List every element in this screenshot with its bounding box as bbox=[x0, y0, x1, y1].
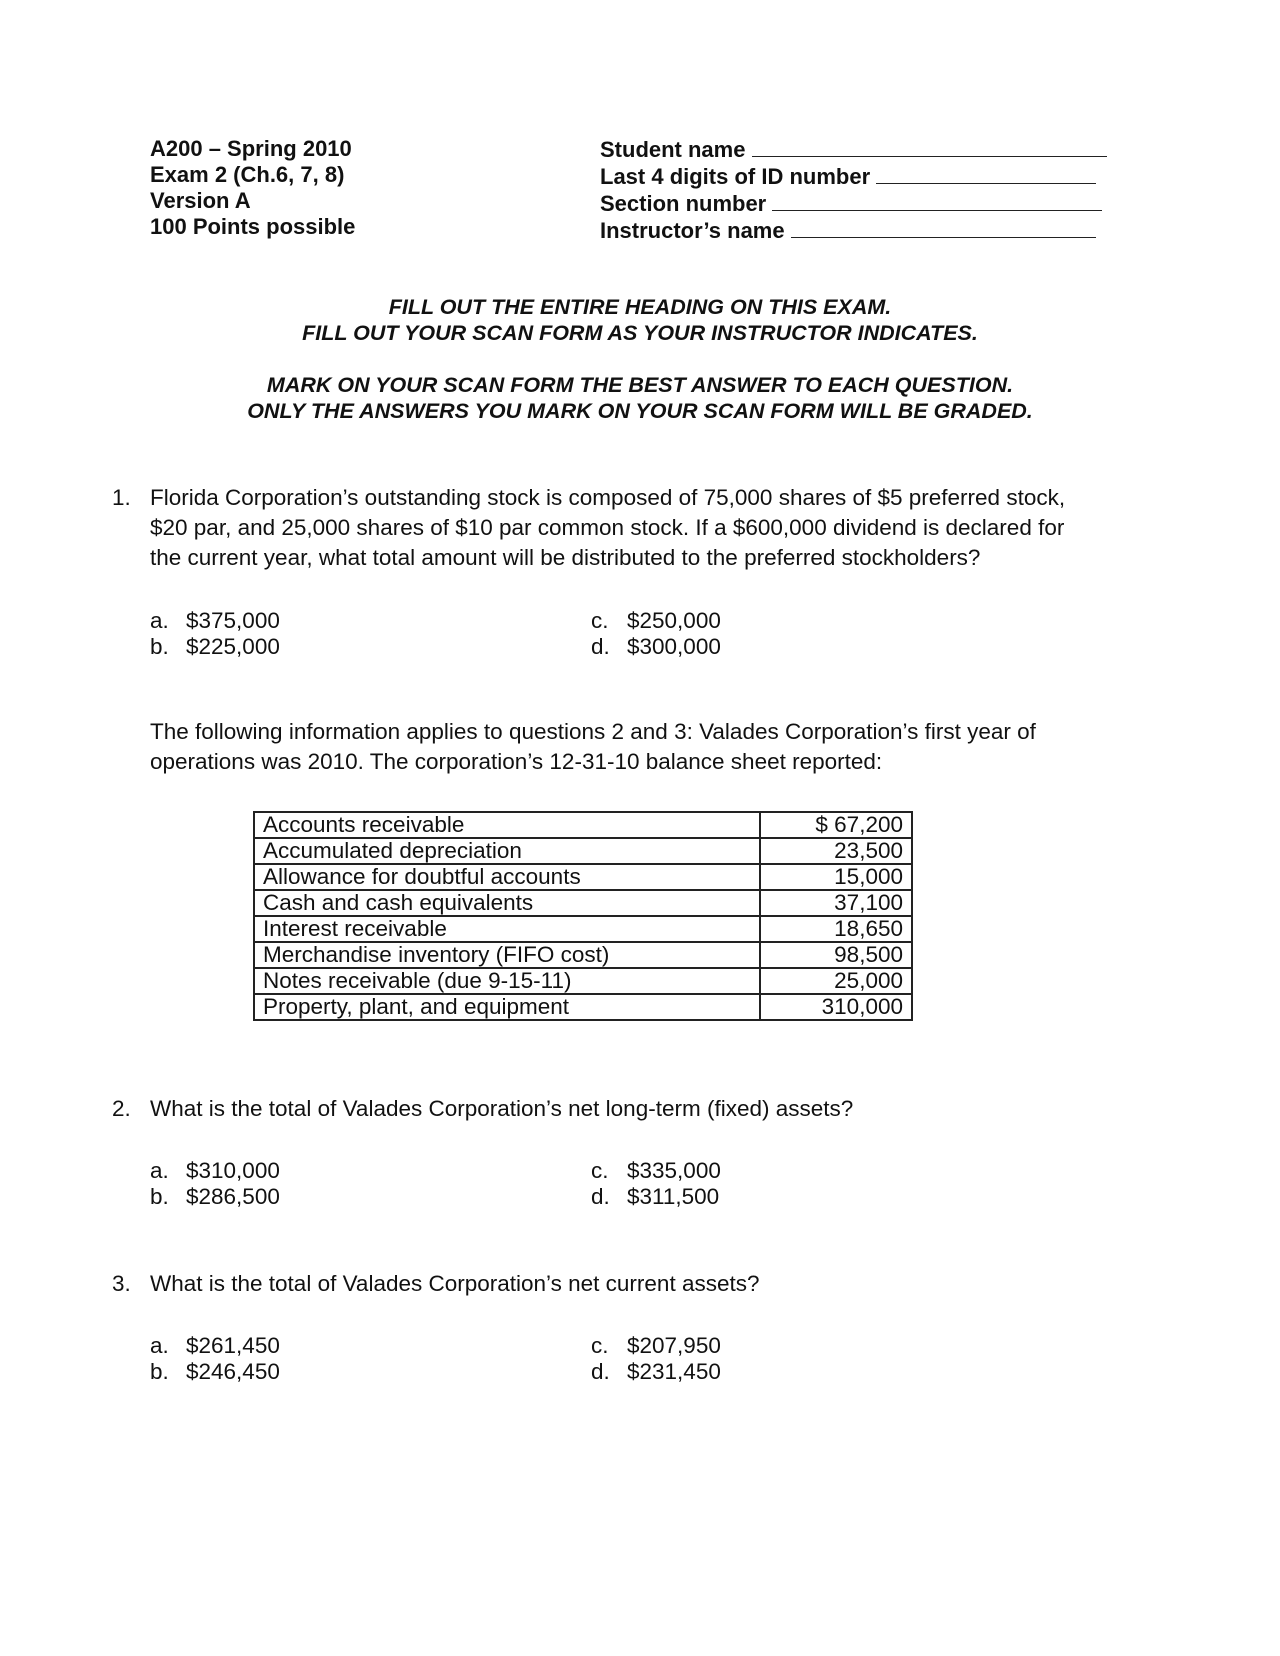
question-number-2: 2. bbox=[112, 1096, 131, 1121]
balance-sheet-account: Merchandise inventory (FIFO cost) bbox=[254, 942, 760, 968]
answer-option-2c: c. $335,000 bbox=[591, 1158, 721, 1183]
balance-sheet-amount: 98,500 bbox=[760, 942, 912, 968]
section-number-label: Section number bbox=[600, 191, 767, 216]
balance-sheet-account: Allowance for doubtful accounts bbox=[254, 864, 760, 890]
answer-option-3b: b. $246,450 bbox=[150, 1359, 280, 1384]
instructor-name-field[interactable] bbox=[600, 217, 1107, 244]
answer-option-1b: b. $225,000 bbox=[150, 634, 280, 659]
answer-option-1c: c. $250,000 bbox=[591, 608, 721, 633]
question-text-2: What is the total of Valades Corporation’s net long-term (fixed) assets? bbox=[150, 1096, 854, 1121]
student-name-label: Student name bbox=[600, 137, 746, 162]
answer-option-3c: c. $207,950 bbox=[591, 1333, 721, 1358]
balance-sheet-row bbox=[254, 994, 912, 1020]
question-text-1: Florida Corporation’s outstanding stock is composed of 75,000 shares of $5 preferred stock, $20 par, and 25,000 shares of $10 par common stock. If a $600,000 dividend is declared for the current year, what total amount will be distributed to the preferred stockholders? bbox=[150, 485, 1066, 570]
instruction-line-4: ONLY THE ANSWERS YOU MARK ON YOUR SCAN FORM WILL BE GRADED. bbox=[247, 399, 1033, 423]
answer-option-1d: d. $300,000 bbox=[591, 634, 721, 659]
balance-sheet-row bbox=[254, 916, 912, 942]
student-heading-fields bbox=[600, 136, 1107, 244]
instructor-name-blank[interactable] bbox=[791, 217, 1096, 238]
balance-sheet-amount: 15,000 bbox=[760, 864, 912, 890]
instruction-line-3: MARK ON YOUR SCAN FORM THE BEST ANSWER TO EACH QUESTION. bbox=[266, 373, 1014, 397]
answer-option-2b: b. $286,500 bbox=[150, 1184, 280, 1209]
exam-title: Exam 2 (Ch.6, 7, 8) bbox=[150, 162, 345, 187]
balance-sheet-row bbox=[254, 968, 912, 994]
section-number-field[interactable] bbox=[600, 190, 1107, 217]
question-text-3: What is the total of Valades Corporation’s net current assets? bbox=[150, 1271, 760, 1296]
balance-sheet-account: Notes receivable (due 9-15-11) bbox=[254, 968, 760, 994]
answer-option-2a: a. $310,000 bbox=[150, 1158, 280, 1183]
answer-option-3a: a. $261,450 bbox=[150, 1333, 280, 1358]
balance-sheet-row bbox=[254, 890, 912, 916]
answer-option-3d: d. $231,450 bbox=[591, 1359, 721, 1384]
balance-sheet-row bbox=[254, 812, 912, 838]
student-name-blank[interactable] bbox=[752, 136, 1107, 157]
question-number-3: 3. bbox=[112, 1271, 131, 1296]
balance-sheet-amount: 18,650 bbox=[760, 916, 912, 942]
balance-sheet-amount: 23,500 bbox=[760, 838, 912, 864]
balance-sheet-row bbox=[254, 838, 912, 864]
question-number-1: 1. bbox=[112, 485, 131, 510]
balance-sheet-row bbox=[254, 942, 912, 968]
exam-version: Version A bbox=[150, 188, 251, 213]
balance-sheet-table bbox=[253, 811, 913, 1021]
id-number-label: Last 4 digits of ID number bbox=[600, 164, 871, 189]
points-possible: 100 Points possible bbox=[150, 214, 356, 239]
balance-sheet-amount: $ 67,200 bbox=[760, 812, 912, 838]
balance-sheet-account: Accumulated depreciation bbox=[254, 838, 760, 864]
instructor-name-label: Instructor’s name bbox=[600, 218, 785, 243]
course-term: A200 – Spring 2010 bbox=[150, 136, 352, 161]
answer-option-2d: d. $311,500 bbox=[591, 1184, 720, 1209]
id-number-field[interactable] bbox=[600, 163, 1107, 190]
balance-sheet-amount: 37,100 bbox=[760, 890, 912, 916]
exam-header-info bbox=[150, 136, 355, 240]
balance-sheet-account: Interest receivable bbox=[254, 916, 760, 942]
answer-option-1a: a. $375,000 bbox=[150, 608, 280, 633]
balance-sheet-account: Cash and cash equivalents bbox=[254, 890, 760, 916]
balance-sheet-amount: 25,000 bbox=[760, 968, 912, 994]
balance-sheet-amount: 310,000 bbox=[760, 994, 912, 1020]
balance-sheet-account: Property, plant, and equipment bbox=[254, 994, 760, 1020]
balance-sheet-account: Accounts receivable bbox=[254, 812, 760, 838]
balance-sheet-row bbox=[254, 864, 912, 890]
id-number-blank[interactable] bbox=[876, 163, 1096, 184]
instruction-line-2: FILL OUT YOUR SCAN FORM AS YOUR INSTRUCTOR INDICATES. bbox=[302, 321, 978, 345]
instruction-line-1: FILL OUT THE ENTIRE HEADING ON THIS EXAM. bbox=[388, 295, 892, 319]
section-number-blank[interactable] bbox=[772, 190, 1102, 211]
info-paragraph: The following information applies to questions 2 and 3: Valades Corporation’s first year of operations was 2010. The corporation’s 12-31-10 balance sheet reported: bbox=[150, 719, 1036, 774]
student-name-field[interactable] bbox=[600, 136, 1107, 163]
